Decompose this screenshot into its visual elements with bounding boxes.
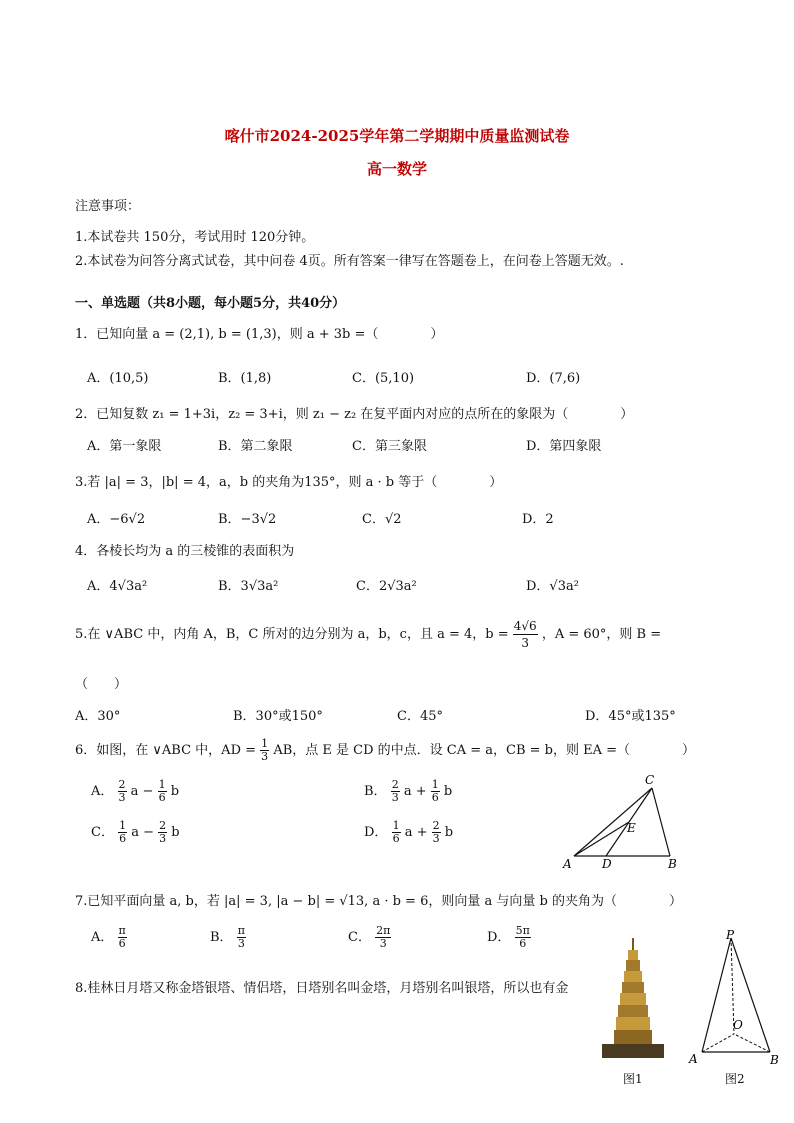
question-6-option-b xyxy=(364,779,452,804)
question-6-fraction xyxy=(260,738,269,763)
question-3-stem: 3.若 |a| = 3，|b| = 4，a，b 的夹角为135°，则 a · b 等于（ ） xyxy=(75,475,503,490)
option-label: B． xyxy=(210,930,233,945)
question-2-stem: 2．已知复数 z₁ = 1+3i，z₂ = 3+i，则 z₁ − z₂ 在复平面内对应的点所在的象限为（ ） xyxy=(75,407,634,422)
figure-2-caption: 图2 xyxy=(725,1072,745,1086)
question-7-option-d xyxy=(487,925,531,950)
label-o: O xyxy=(733,1018,743,1032)
option-label: D． xyxy=(487,930,511,945)
question-5-stem xyxy=(75,618,661,651)
pagoda-tier-7 xyxy=(616,1017,650,1030)
operator: a + xyxy=(403,784,427,799)
num: 2π xyxy=(376,924,391,937)
label-p: P xyxy=(726,928,735,942)
note-item-1: 1.本试卷共 150分，考试用时 120分钟。 xyxy=(75,230,315,245)
frac-1 xyxy=(118,820,127,845)
num: 1 xyxy=(431,778,439,791)
option-fraction xyxy=(118,925,127,950)
segment-ae xyxy=(574,822,629,856)
den: 6 xyxy=(118,937,126,950)
den: 6 xyxy=(519,937,527,950)
option-label: B． xyxy=(364,784,387,799)
edge-pa xyxy=(702,938,731,1052)
question-2-option-b: B．第二象限 xyxy=(218,439,293,454)
question-5-option-a: A．30° xyxy=(75,709,121,724)
frac-2 xyxy=(158,779,167,804)
side-cb xyxy=(652,788,670,856)
question-1-option-b: B．(1,8) xyxy=(218,371,272,386)
exam-title: 喀什市2024-2025学年第二学期期中质量监测试卷 xyxy=(224,127,570,145)
option-fraction xyxy=(375,925,391,950)
option-label: A． xyxy=(91,784,114,799)
option-fraction xyxy=(515,925,531,950)
question-1-option-a: A．(10,5) xyxy=(87,371,149,386)
option-label: C． xyxy=(348,930,371,945)
den: 3 xyxy=(379,937,387,950)
option-fraction xyxy=(237,925,246,950)
frac-2 xyxy=(431,779,440,804)
pagoda-tier-8 xyxy=(614,1030,652,1044)
pagoda-tier-6 xyxy=(618,1005,648,1017)
fraction-denominator: 3 xyxy=(521,636,530,650)
den: 6 xyxy=(392,832,400,845)
question-7-option-c xyxy=(348,925,391,950)
frac-1 xyxy=(118,779,127,804)
edge-ao xyxy=(702,1034,734,1052)
option-label: C． xyxy=(91,825,114,840)
question-4-option-b: B．3√3a² xyxy=(218,579,279,594)
question-7-option-b xyxy=(210,925,246,950)
pagoda-tier-5 xyxy=(620,993,646,1005)
den: 6 xyxy=(119,832,127,845)
num: 1 xyxy=(119,819,127,832)
note-item-2: 2.本试卷为问答分离式试卷，其中问卷 4页。所有答案一律写在答题卷上，在问卷上答题无效。. xyxy=(75,254,624,269)
question-5-option-c: C．45° xyxy=(397,709,443,724)
label-b: B xyxy=(668,857,677,871)
num: 2 xyxy=(118,778,126,791)
option-label: D． xyxy=(364,825,388,840)
label-c: C xyxy=(645,773,655,787)
num: 5π xyxy=(515,924,530,937)
question-4-option-d: D．√3a² xyxy=(526,579,579,594)
fraction-numerator: 1 xyxy=(261,737,269,750)
label-a: A xyxy=(689,1052,698,1066)
label-e: E xyxy=(627,821,636,835)
operator: a − xyxy=(130,784,154,799)
operator: a − xyxy=(131,825,155,840)
question-6-stem-part-a: 6．如图，在 ∨ABC 中，AD = xyxy=(75,743,257,758)
pagoda-tier-3 xyxy=(624,971,642,982)
question-1-option-c: C．(5,10) xyxy=(352,371,415,386)
question-6-option-a xyxy=(91,779,179,804)
pagoda-base xyxy=(602,1044,664,1058)
question-2-option-c: C．第三象限 xyxy=(352,439,427,454)
operator: a + xyxy=(404,825,428,840)
question-6-stem-part-b: AB，点 E 是 CD 的中点．设 CA = a，CB = b，则 EA =（ ） xyxy=(273,743,696,758)
question-3-option-c: C．√2 xyxy=(362,512,402,527)
question-4-option-a: A．4√3a² xyxy=(87,579,148,594)
den: 3 xyxy=(237,937,245,950)
pyramid-figure xyxy=(686,928,786,1068)
num: π xyxy=(237,924,245,937)
den: 3 xyxy=(432,832,440,845)
label-b: B xyxy=(770,1053,779,1067)
question-3-option-b: B．−3√2 xyxy=(218,512,277,527)
num: 2 xyxy=(432,819,440,832)
den: 6 xyxy=(431,791,439,804)
figure-1-caption: 图1 xyxy=(623,1072,643,1086)
question-5-stem-part-a: 5.在 ∨ABC 中，内角 A，B，C 所对的边分别为 a，b，c，且 a = 4，b = xyxy=(75,627,509,642)
vector-b: b xyxy=(170,784,180,799)
question-2-option-a: A．第一象限 xyxy=(87,439,162,454)
question-1-stem: 1．已知向量 a = (2,1), b = (1,3)，则 a + 3b =（ ） xyxy=(75,327,444,342)
notes-heading: 注意事项： xyxy=(75,199,141,214)
fraction-denominator: 3 xyxy=(261,750,269,763)
frac-2 xyxy=(432,820,441,845)
frac-1 xyxy=(392,820,401,845)
question-7-option-a xyxy=(91,925,127,950)
den: 6 xyxy=(158,791,166,804)
num: 2 xyxy=(159,819,167,832)
frac-1 xyxy=(391,779,400,804)
exam-subtitle: 高一数学 xyxy=(366,160,427,178)
pagoda-tier-2 xyxy=(626,960,640,971)
question-5-stem-part-b: ，A = 60°，则 B = xyxy=(541,627,662,642)
question-5-option-d: D．45°或135° xyxy=(585,709,676,724)
question-3-option-a: A．−6√2 xyxy=(87,512,146,527)
question-5-blank: （ ） xyxy=(75,677,128,692)
question-2-option-d: D．第四象限 xyxy=(526,439,602,454)
question-6-option-c xyxy=(91,820,180,845)
question-7-stem: 7.已知平面向量 a, b，若 |a| = 3, |a − b| = √13, a · b = 6，则向量 a 与向量 b 的夹角为（ ） xyxy=(75,894,682,909)
question-5-fraction xyxy=(513,618,538,651)
vector-b: b xyxy=(171,825,180,840)
num: 1 xyxy=(392,819,400,832)
question-4-option-c: C．2√3a² xyxy=(356,579,417,594)
den: 3 xyxy=(391,791,399,804)
num: 2 xyxy=(391,778,399,791)
num: π xyxy=(118,924,126,937)
question-6-stem xyxy=(75,738,695,763)
label-d: D xyxy=(602,857,612,871)
question-6-option-d xyxy=(364,820,453,845)
vector-b: b xyxy=(444,825,454,840)
num: 1 xyxy=(158,778,166,791)
frac-2 xyxy=(158,820,167,845)
den: 3 xyxy=(118,791,126,804)
fraction-numerator: 4√6 xyxy=(513,619,537,633)
den: 3 xyxy=(159,832,167,845)
question-1-option-d: D．(7,6) xyxy=(526,371,581,386)
pagoda-tier-1 xyxy=(628,950,638,960)
section-heading: 一、单选题（共8小题，每小题5分，共40分） xyxy=(75,296,346,311)
question-3-option-d: D．2 xyxy=(522,512,554,527)
vector-b: b xyxy=(443,784,453,799)
label-a: A xyxy=(563,857,572,871)
option-label: A． xyxy=(91,930,114,945)
pagoda-tier-4 xyxy=(622,982,644,993)
question-5-option-b: B．30°或150° xyxy=(233,709,323,724)
question-4-stem: 4．各棱长均为 a 的三棱锥的表面积为 xyxy=(75,544,295,559)
triangle-figure xyxy=(560,772,690,872)
pagoda-photo xyxy=(598,936,668,1064)
question-8-stem: 8.桂林日月塔又称金塔银塔、情侣塔，日塔别名叫金塔，月塔别名叫银塔，所以也有金 xyxy=(75,981,569,996)
